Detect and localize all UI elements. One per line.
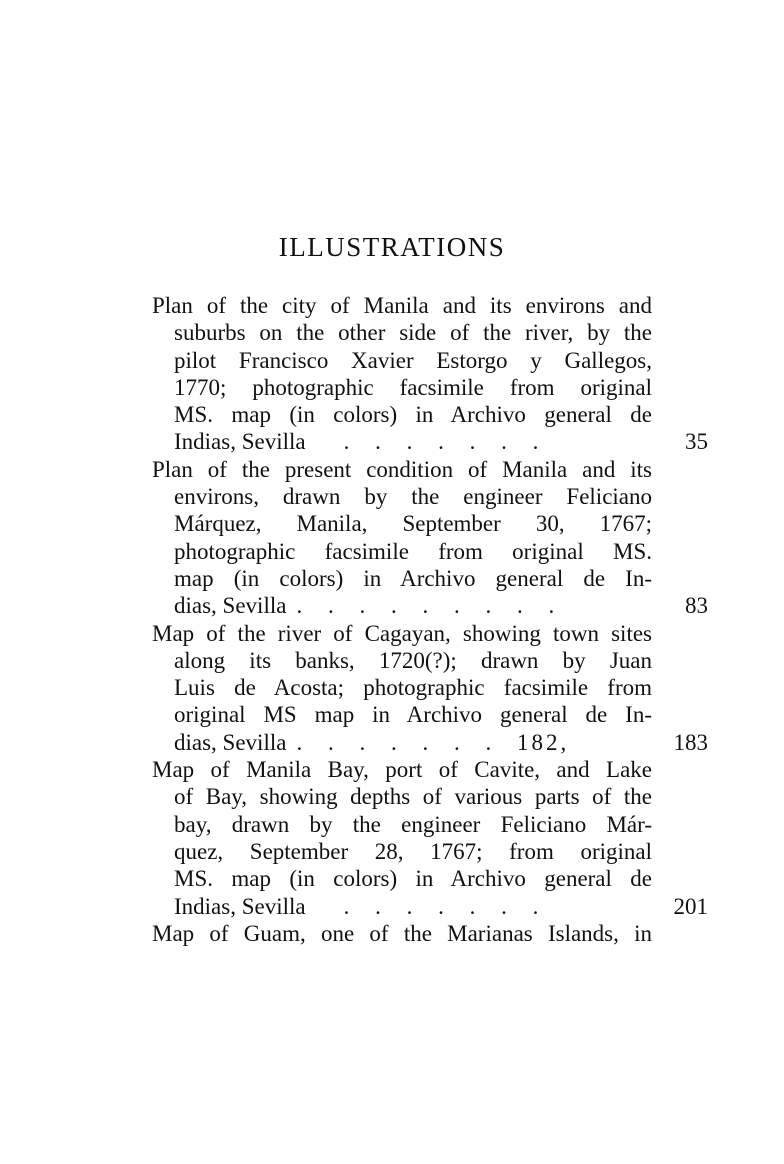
dot-leader: . . . . . . . <box>343 893 542 919</box>
entry-line: MS. map (in colors) in Archivo general de <box>174 402 652 428</box>
page-number: 83 <box>685 593 708 619</box>
entry-line: Luis de Acosta; photographic facsimile from <box>174 675 652 701</box>
illustration-entry <box>152 756 712 920</box>
illustration-entry <box>152 456 712 620</box>
entry-line: of Bay, showing depths of various parts of the <box>174 784 652 810</box>
entry-line: Map of Guam, one of the Marianas Islands, in <box>152 920 652 946</box>
illustration-entry <box>152 920 712 947</box>
entry-line: Indias, Sevilla <box>174 893 306 919</box>
entry-line: environs, drawn by the engineer Feliciano <box>174 484 652 510</box>
entry-line: along its banks, 1720(?); drawn by Juan <box>174 647 652 673</box>
entry-line: bay, drawn by the engineer Feliciano Már- <box>174 811 652 837</box>
entry-line: quez, September 28, 1767; from original <box>174 838 652 864</box>
entry-line: Plan of the present condition of Manila and its <box>152 456 652 482</box>
entry-line: MS. map (in colors) in Archivo general de <box>174 866 652 892</box>
entry-line: map (in colors) in Archivo general de In- <box>174 565 652 591</box>
dot-leader: . . . . . . . . . <box>296 593 558 619</box>
entry-line: Map of the river of Cagayan, showing town sites <box>152 620 652 646</box>
illustrations-list <box>152 292 712 947</box>
entry-last-line <box>152 428 708 455</box>
dot-leader: . . . . . . . 182, <box>296 729 570 755</box>
entry-line: photographic facsimile from original MS. <box>174 538 652 564</box>
entry-last-line <box>152 893 708 920</box>
entry-line: suburbs on the other side of the river, by the <box>174 320 652 346</box>
entry-line: dias, Sevilla <box>174 729 287 755</box>
entry-line: Plan of the city of Manila and its environs and <box>152 293 652 318</box>
illustration-entry <box>152 620 712 756</box>
entry-line: pilot Francisco Xavier Estorgo y Gallegos, <box>174 347 652 373</box>
entry-line: Indias, Sevilla <box>174 429 306 455</box>
entry-line: 1770; photographic facsimile from original <box>174 374 652 400</box>
entry-line: Map of Manila Bay, port of Cavite, and Lake <box>152 757 652 783</box>
dot-leader: . . . . . . . <box>343 429 542 455</box>
entry-last-line <box>152 592 708 619</box>
page-number: 183 <box>673 729 708 755</box>
entry-line: original MS map in Archivo general de In- <box>174 702 652 728</box>
page-number: 201 <box>673 893 708 919</box>
illustration-entry <box>152 292 712 456</box>
page-heading: ILLUSTRATIONS <box>278 232 506 262</box>
entry-line: dias, Sevilla <box>174 593 287 619</box>
entry-line: Márquez, Manila, September 30, 1767; <box>174 511 652 537</box>
page-number: 35 <box>685 429 708 455</box>
entry-last-line <box>152 729 708 756</box>
